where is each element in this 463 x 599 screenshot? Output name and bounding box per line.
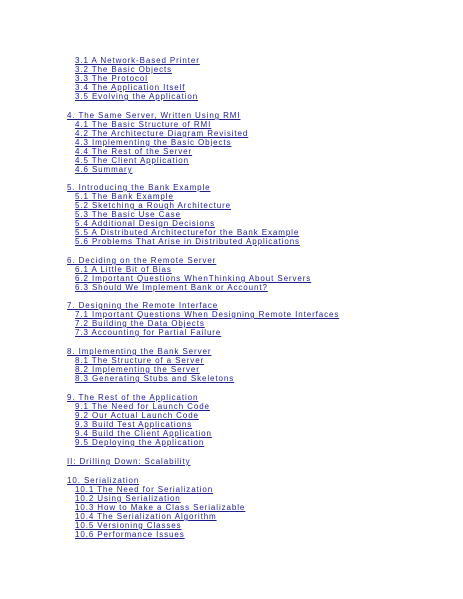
toc-section-link-7-1-important-questions-when-designing-remote-interfaces[interactable]: 7.1 Important Questions When Designing Remote Interfaces bbox=[75, 310, 340, 319]
toc-section-link-8-2-implementing-the-server[interactable]: 8.2 Implementing the Server bbox=[75, 365, 200, 374]
toc-section-link-7-2-building-the-data-objects[interactable]: 7.2 Building the Data Objects bbox=[75, 319, 205, 328]
toc-section-link-10-5-versioning-classes[interactable]: 10.5 Versioning Classes bbox=[75, 521, 182, 530]
toc-section-link-4-4-the-rest-of-the-server[interactable]: 4.4 The Rest of the Server bbox=[75, 147, 193, 156]
toc-section-link-3-3-the-protocol[interactable]: 3.3 The Protocol bbox=[75, 74, 148, 83]
toc-section-link-9-1-the-need-for-launch-code[interactable]: 9.1 The Need for Launch Code bbox=[75, 402, 210, 411]
toc-chapter-link-ii-drilling-down-scalability[interactable]: II: Drilling Down: Scalability bbox=[67, 457, 191, 466]
toc-section-link-5-3-the-basic-use-case[interactable]: 5.3 The Basic Use Case bbox=[75, 210, 181, 219]
toc-section-link-9-5-deploying-the-application[interactable]: 9.5 Deploying the Application bbox=[75, 438, 205, 447]
toc-section-link-4-1-the-basic-structure-of-rmi[interactable]: 4.1 The Basic Structure of RMI bbox=[75, 120, 212, 129]
toc-section-link-4-2-the-architecture-diagram-revisited[interactable]: 4.2 The Architecture Diagram Revisited bbox=[75, 129, 249, 138]
toc-section-link-9-4-build-the-client-application[interactable]: 9.4 Build the Client Application bbox=[75, 429, 212, 438]
toc-section-link-10-3-how-to-make-a-class-serializable[interactable]: 10.3 How to Make a Class Serializable bbox=[75, 503, 246, 512]
toc-section-link-9-3-build-test-applications[interactable]: 9.3 Build Test Applications bbox=[75, 420, 193, 429]
toc-section-link-5-2-sketching-a-rough-architecture[interactable]: 5.2 Sketching a Rough Architecture bbox=[75, 201, 232, 210]
toc-section-link-3-1-a-network-based-printer[interactable]: 3.1 A Network-Based Printer bbox=[75, 56, 200, 65]
toc-chapter-link-10-serialization[interactable]: 10. Serialization bbox=[67, 476, 140, 485]
toc-section-link-6-3-should-we-implement-bank-or-account[interactable]: 6.3 Should We Implement Bank or Account? bbox=[75, 283, 268, 292]
toc-section-link-10-6-performance-issues[interactable]: 10.6 Performance Issues bbox=[75, 530, 185, 539]
toc-section-link-8-3-generating-stubs-and-skeletons[interactable]: 8.3 Generating Stubs and Skeletons bbox=[75, 374, 235, 383]
toc-chapter-link-6-deciding-on-the-remote-server[interactable]: 6. Deciding on the Remote Server bbox=[67, 256, 217, 265]
toc-section-link-4-3-implementing-the-basic-objects[interactable]: 4.3 Implementing the Basic Objects bbox=[75, 138, 232, 147]
toc-section-link-6-1-a-little-bit-of-bias[interactable]: 6.1 A Little Bit of Bias bbox=[75, 265, 172, 274]
toc-section-link-5-4-additional-design-decisions[interactable]: 5.4 Additional Design Decisions bbox=[75, 219, 215, 228]
toc-section-link-8-1-the-structure-of-a-server[interactable]: 8.1 The Structure of a Server bbox=[75, 356, 205, 365]
toc-chapter-link-5-introducing-the-bank-example[interactable]: 5. Introducing the Bank Example bbox=[67, 183, 211, 192]
toc-section-link-3-4-the-application-itself[interactable]: 3.4 The Application Itself bbox=[75, 83, 186, 92]
toc-section-link-5-6-problems-that-arise-in-distributed-applications[interactable]: 5.6 Problems That Arise in Distributed Applications bbox=[75, 237, 300, 246]
toc-section-link-3-5-evolving-the-application[interactable]: 3.5 Evolving the Application bbox=[75, 92, 199, 101]
toc-section-link-10-4-the-serialization-algorithm[interactable]: 10.4 The Serialization Algorithm bbox=[75, 512, 217, 521]
toc-section-link-6-2-important-questions-whenthinking-about-servers[interactable]: 6.2 Important Questions WhenThinking About Servers bbox=[75, 274, 312, 283]
toc-chapter-link-9-the-rest-of-the-application[interactable]: 9. The Rest of the Application bbox=[67, 393, 199, 402]
toc-section-link-5-1-the-bank-example[interactable]: 5.1 The Bank Example bbox=[75, 192, 174, 201]
toc-section-link-10-1-the-need-for-serialization[interactable]: 10.1 The Need for Serialization bbox=[75, 485, 214, 494]
toc-section-link-7-3-accounting-for-partial-failure[interactable]: 7.3 Accounting for Partial Failure bbox=[75, 328, 222, 337]
toc-section-link-4-5-the-client-application[interactable]: 4.5 The Client Application bbox=[75, 156, 189, 165]
toc-section-link-9-2-our-actual-launch-code[interactable]: 9.2 Our Actual Launch Code bbox=[75, 411, 199, 420]
toc-section-link-10-2-using-serialization[interactable]: 10.2 Using Serialization bbox=[75, 494, 181, 503]
toc-chapter-link-8-implementing-the-bank-server[interactable]: 8. Implementing the Bank Server bbox=[67, 347, 212, 356]
toc-section-link-5-5-a-distributed-architecturefor-the-bank-example[interactable]: 5.5 A Distributed Architecturefor the Bank Example bbox=[75, 228, 300, 237]
toc-section-link-4-6-summary[interactable]: 4.6 Summary bbox=[75, 165, 133, 174]
toc-chapter-link-4-the-same-server-written-using-rmi[interactable]: 4. The Same Server, Written Using RMI bbox=[67, 111, 241, 120]
toc-chapter-link-7-designing-the-remote-interface[interactable]: 7. Designing the Remote Interface bbox=[67, 301, 219, 310]
toc-section-link-3-2-the-basic-objects[interactable]: 3.2 The Basic Objects bbox=[75, 65, 173, 74]
